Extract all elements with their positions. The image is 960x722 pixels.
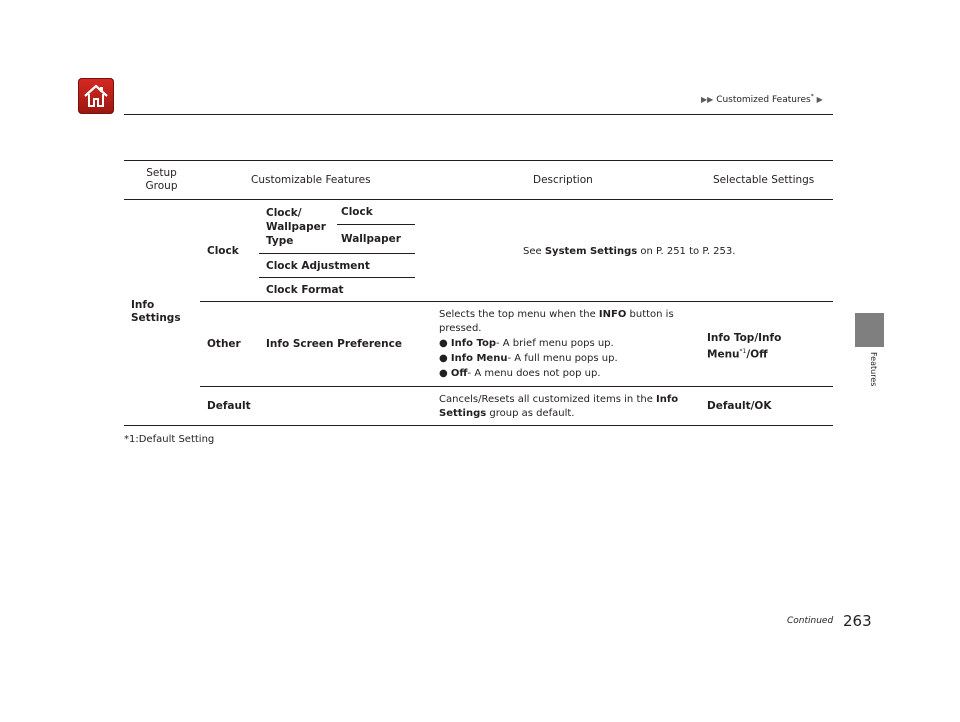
info-screen-preference: Info Screen Preference — [266, 338, 402, 350]
header-rule — [124, 114, 833, 115]
info-desc-line2: pressed. — [439, 323, 482, 334]
clock-type-line3: Type — [266, 235, 294, 247]
other-group-rule — [200, 386, 833, 387]
group-line1: Info — [131, 299, 155, 311]
home-button[interactable] — [78, 78, 114, 114]
group-line2: Settings — [131, 312, 181, 324]
default-description — [439, 393, 699, 421]
continued-label: Continued — [787, 616, 834, 626]
info-desc-suffix: button is — [626, 309, 674, 320]
info-button-name: INFO — [598, 309, 627, 320]
clock-sub-rule — [337, 224, 415, 225]
clock-format: Clock Format — [266, 284, 344, 296]
clock-adjust-rule — [259, 277, 415, 278]
bullet-item — [439, 366, 699, 381]
clock-type-line2: Wallpaper — [266, 221, 326, 233]
default-desc-prefix: Cancels/Resets all customized items in the — [439, 394, 657, 405]
see-suffix: on P. 251 to P. 253. — [637, 246, 736, 257]
info-settings-off: /Off — [746, 348, 768, 361]
default-label: Default — [207, 400, 251, 412]
default-desc-suffix: group as default. — [486, 408, 575, 419]
clock-see-reference[interactable] — [523, 245, 735, 258]
bullet-item — [439, 336, 699, 351]
breadcrumb-arrows-icon: ▶▶ — [701, 95, 714, 104]
header-selectable-settings: Selectable Settings — [713, 174, 815, 186]
info-screen-settings — [707, 331, 781, 362]
see-prefix: See — [523, 246, 545, 257]
table-bottom-rule — [124, 425, 833, 426]
bullet-bold: Info Top — [450, 338, 496, 349]
clock-sub-clock: Clock — [341, 206, 373, 218]
side-tab-label: Features — [869, 352, 878, 387]
info-desc-prefix: Selects the top menu when the — [439, 309, 599, 320]
info-screen-description — [439, 308, 699, 381]
default-desc-line2 — [439, 407, 699, 421]
other-label: Other — [207, 338, 241, 350]
default-desc-bold1: Info — [656, 394, 679, 405]
page-number: 263 — [843, 612, 872, 630]
clock-type-line1: Clock/ — [266, 207, 302, 219]
clock-sub-wallpaper: Wallpaper — [341, 233, 401, 245]
default-desc-bold2: Settings — [439, 408, 487, 419]
info-settings-line2 — [707, 345, 781, 362]
default-desc-line1 — [439, 393, 699, 407]
footnote-ref: *1 — [739, 348, 747, 355]
bullet-text: - A full menu pops up. — [507, 353, 618, 364]
info-settings-menu: Menu — [707, 348, 740, 361]
bullet-dot-icon: ● — [439, 368, 448, 379]
header-setup-group-line1: Setup — [146, 167, 177, 179]
header-setup-group-line2: Group — [145, 180, 178, 192]
group-info-settings — [131, 299, 181, 325]
clock-adjustment: Clock Adjustment — [266, 260, 370, 272]
table-top-rule — [124, 160, 833, 161]
bullet-text: - A menu does not pop up. — [467, 368, 601, 379]
header-customizable-features: Customizable Features — [251, 174, 371, 186]
breadcrumb-text: Customized Features — [716, 95, 811, 105]
footnote: *1:Default Setting — [124, 434, 215, 445]
clock-group-rule — [200, 301, 833, 302]
bullet-dot-icon: ● — [439, 338, 448, 349]
info-settings-line1: Info Top/Info — [707, 332, 782, 344]
header-description: Description — [533, 174, 593, 186]
home-icon — [81, 81, 111, 111]
bullet-item — [439, 351, 699, 366]
bullet-dot-icon: ● — [439, 353, 448, 364]
clock-wallpaper-type — [266, 206, 326, 248]
bullet-bold: Info Menu — [450, 353, 508, 364]
header-bottom-rule — [124, 199, 833, 200]
see-system-settings-link[interactable]: System Settings — [544, 246, 638, 257]
clock-type-rule — [259, 253, 415, 254]
clock-label: Clock — [207, 245, 239, 257]
bullet-bold: Off — [450, 368, 468, 379]
side-tab-marker — [855, 313, 884, 347]
breadcrumb[interactable] — [701, 93, 823, 105]
info-desc-line1 — [439, 308, 699, 322]
breadcrumb-end-arrow-icon: ▶ — [816, 95, 823, 104]
default-settings: Default/OK — [707, 400, 772, 412]
bullet-text: - A brief menu pops up. — [496, 338, 614, 349]
breadcrumb-sup: * — [810, 93, 814, 100]
header-setup-group — [124, 167, 199, 193]
